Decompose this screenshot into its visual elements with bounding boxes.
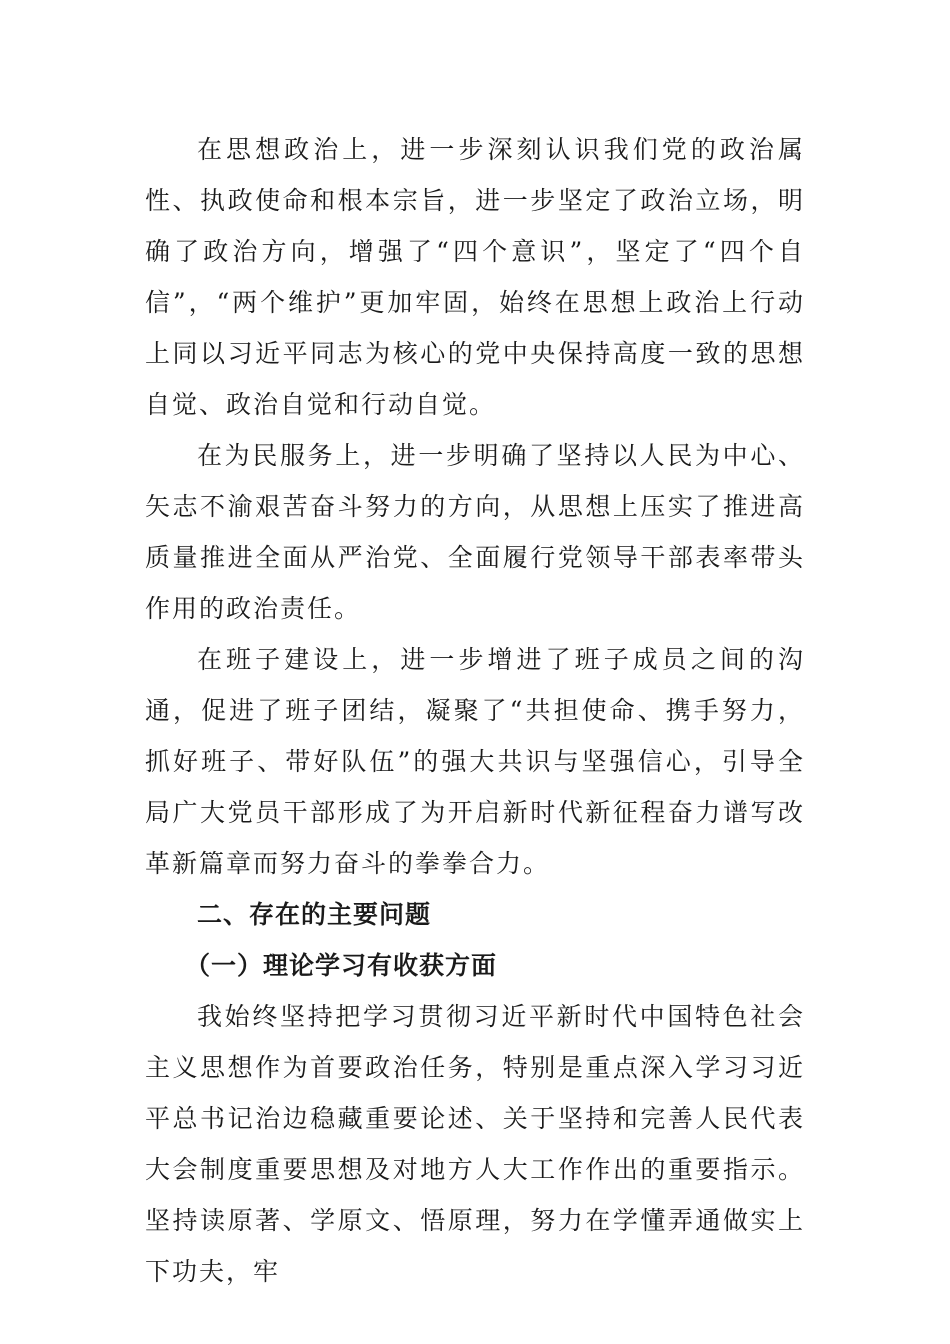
document-body	[145, 124, 805, 1297]
section-heading: 二、存在的主要问题	[197, 900, 432, 929]
paragraph-team-building: 在班子建设上，进一步增进了班子成员之间的沟通，促进了班子团结，凝聚了“共担使命、携手努力，抓好班子、带好队伍”的强大共识与坚强信心，引导全局广大党员干部形成了为开启新时代新征程奋力谱写改革新篇章而努力奋斗的拳拳合力。	[145, 645, 805, 878]
paragraph-theory-study: 我始终坚持把学习贯彻习近平新时代中国特色社会主义思想作为首要政治任务，特别是重点深入学习习近平总书记治边稳藏重要论述、关于坚持和完善人民代表大会制度重要思想及对地方人大工作作出的重要指示。坚持读原著、学原文、悟原理，努力在学懂弄通做实上下功夫，牢	[145, 1002, 805, 1286]
subsection-heading: （一）理论学习有收获方面	[185, 951, 498, 980]
paragraph-serving-people: 在为民服务上，进一步明确了坚持以人民为中心、矢志不渝艰苦奋斗努力的方向，从思想上压实了推进高质量推进全面从严治党、全面履行党领导干部表率带头作用的政治责任。	[145, 441, 805, 623]
paragraph-political-thought: 在思想政治上，进一步深刻认识我们党的政治属性、执政使命和根本宗旨，进一步坚定了政治立场，明确了政治方向，增强了“四个意识”，坚定了“四个自信”，“两个维护”更加牢固，始终在思想上政治上行动上同以习近平同志为核心的党中央保持高度一致的思想自觉、政治自觉和行动自觉。	[145, 135, 805, 419]
